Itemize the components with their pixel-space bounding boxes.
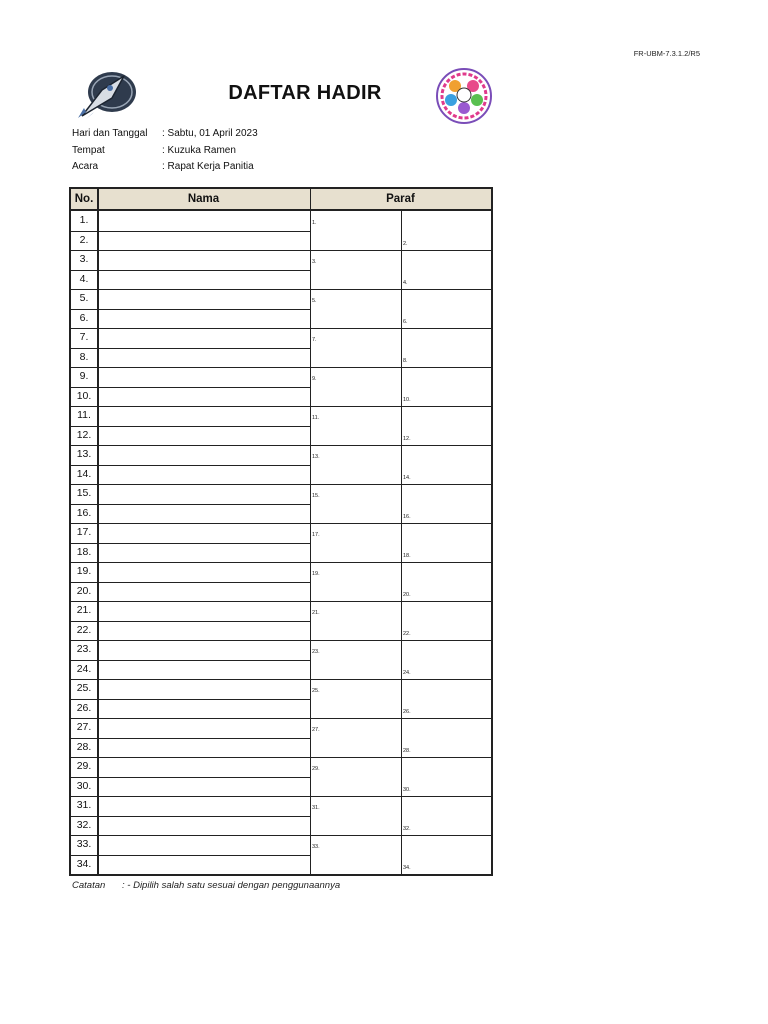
row-divider bbox=[71, 348, 310, 349]
info-label: Tempat bbox=[72, 144, 105, 156]
row-number: 27. bbox=[76, 721, 92, 733]
row-number: 34. bbox=[76, 857, 92, 870]
paraf-number: 26. bbox=[403, 708, 411, 715]
paraf-number: 10. bbox=[403, 396, 411, 403]
paraf-number: 34. bbox=[403, 864, 411, 871]
paraf-number: 28. bbox=[403, 747, 411, 754]
info-value: : Kuzuka Ramen bbox=[162, 144, 236, 156]
row-divider bbox=[71, 543, 310, 544]
paraf-number: 22. bbox=[403, 630, 411, 637]
row-divider bbox=[71, 231, 310, 232]
row-divider bbox=[71, 445, 491, 446]
event-info bbox=[72, 126, 258, 176]
paraf-number: 6. bbox=[403, 318, 408, 325]
paraf-number: 7. bbox=[312, 337, 317, 343]
paraf-number: 33. bbox=[312, 844, 320, 850]
header-nama: Nama bbox=[187, 193, 220, 205]
paraf-number: 8. bbox=[403, 357, 408, 364]
row-divider bbox=[71, 796, 491, 797]
row-divider bbox=[71, 309, 310, 310]
row-divider bbox=[71, 289, 491, 290]
row-divider bbox=[71, 406, 491, 407]
paraf-number: 27. bbox=[312, 727, 320, 733]
row-divider bbox=[71, 484, 491, 485]
page-title: DAFTAR HADIR bbox=[228, 82, 382, 104]
paraf-number: 30. bbox=[403, 786, 411, 793]
row-divider bbox=[71, 328, 491, 329]
row-divider bbox=[71, 270, 310, 271]
paraf-number: 32. bbox=[403, 825, 411, 832]
row-number: 8. bbox=[79, 350, 89, 363]
row-number: 11. bbox=[77, 409, 91, 421]
column-divider-paraf bbox=[401, 211, 402, 874]
row-divider bbox=[71, 718, 491, 719]
row-number: 19. bbox=[76, 565, 92, 577]
row-number: 7. bbox=[79, 331, 89, 343]
row-number: 16. bbox=[76, 506, 92, 519]
row-divider bbox=[71, 757, 491, 758]
row-number: 28. bbox=[76, 740, 92, 753]
row-divider bbox=[71, 855, 310, 856]
attendance-table bbox=[69, 187, 493, 876]
row-divider bbox=[71, 367, 491, 368]
row-number: 22. bbox=[76, 623, 92, 636]
paraf-number: 15. bbox=[312, 493, 320, 499]
row-divider bbox=[71, 504, 310, 505]
paraf-number: 29. bbox=[312, 766, 320, 772]
info-value: : Rapat Kerja Panitia bbox=[162, 161, 254, 172]
row-number: 32. bbox=[76, 818, 92, 831]
row-divider bbox=[71, 777, 310, 778]
row-number: 25. bbox=[76, 682, 92, 694]
paraf-number: 16. bbox=[403, 513, 411, 520]
row-number: 12. bbox=[76, 428, 92, 441]
paraf-number: 23. bbox=[312, 649, 320, 655]
paraf-number: 20. bbox=[403, 591, 411, 598]
info-label: Acara bbox=[72, 161, 99, 172]
row-divider bbox=[71, 582, 310, 583]
header-no: No. bbox=[74, 193, 94, 205]
row-number: 29. bbox=[76, 760, 92, 772]
row-divider bbox=[71, 738, 310, 739]
note-text: : - Dipilih salah satu sesuai dengan penggunaannya bbox=[122, 880, 341, 891]
header-paraf: Paraf bbox=[386, 193, 415, 205]
paraf-number: 13. bbox=[312, 454, 320, 460]
info-row-event bbox=[72, 159, 258, 176]
paraf-number: 9. bbox=[312, 376, 317, 382]
row-divider bbox=[71, 562, 491, 563]
colorful-circle-emblem-icon bbox=[435, 68, 493, 124]
footnote bbox=[72, 880, 340, 891]
row-divider bbox=[71, 660, 310, 661]
row-number: 9. bbox=[79, 370, 89, 382]
info-row-date bbox=[72, 126, 258, 143]
row-number: 4. bbox=[79, 272, 89, 285]
row-number: 24. bbox=[76, 662, 92, 675]
paraf-number: 2. bbox=[403, 240, 408, 247]
row-number: 21. bbox=[76, 604, 92, 616]
paraf-number: 12. bbox=[403, 435, 411, 442]
row-divider bbox=[71, 835, 491, 836]
info-row-place bbox=[72, 143, 258, 160]
row-divider bbox=[71, 426, 310, 427]
paraf-number: 17. bbox=[312, 532, 320, 538]
row-number: 15. bbox=[76, 487, 92, 499]
row-divider bbox=[71, 250, 491, 251]
row-number: 5. bbox=[79, 292, 89, 304]
paraf-number: 14. bbox=[403, 474, 411, 481]
paraf-number: 18. bbox=[403, 552, 411, 559]
row-number: 30. bbox=[76, 779, 92, 792]
table-header bbox=[71, 189, 491, 211]
row-divider bbox=[71, 465, 310, 466]
row-number: 6. bbox=[79, 311, 89, 324]
row-divider bbox=[71, 816, 310, 817]
paraf-number: 4. bbox=[403, 279, 408, 286]
row-number: 18. bbox=[76, 545, 92, 558]
paraf-number: 11. bbox=[312, 415, 320, 421]
info-label: Hari dan Tanggal bbox=[72, 128, 148, 139]
row-divider bbox=[71, 621, 310, 622]
paraf-number: 25. bbox=[312, 688, 320, 694]
paraf-number: 5. bbox=[312, 298, 317, 304]
paraf-number: 24. bbox=[403, 669, 411, 676]
row-number: 3. bbox=[79, 253, 89, 265]
info-value: : Sabtu, 01 April 2023 bbox=[162, 128, 258, 139]
row-divider bbox=[71, 679, 491, 680]
column-divider-no bbox=[97, 189, 99, 874]
paraf-number: 19. bbox=[312, 571, 320, 577]
row-number: 26. bbox=[76, 701, 92, 714]
row-divider bbox=[71, 523, 491, 524]
row-number: 1. bbox=[79, 214, 89, 226]
column-divider-nama bbox=[310, 189, 311, 874]
row-number: 23. bbox=[76, 643, 92, 655]
row-number: 20. bbox=[76, 584, 92, 597]
row-number: 17. bbox=[76, 526, 92, 538]
paraf-number: 3. bbox=[312, 259, 317, 265]
row-divider bbox=[71, 387, 310, 388]
row-number: 14. bbox=[76, 467, 92, 480]
row-number: 33. bbox=[76, 838, 92, 850]
paraf-number: 21. bbox=[312, 610, 320, 616]
row-number: 2. bbox=[79, 233, 89, 246]
paraf-number: 31. bbox=[312, 805, 320, 811]
row-number: 13. bbox=[76, 448, 92, 460]
row-divider bbox=[71, 640, 491, 641]
note-label: Catatan bbox=[72, 880, 106, 891]
row-number: 10. bbox=[76, 389, 92, 402]
row-divider bbox=[71, 699, 310, 700]
row-number: 31. bbox=[76, 799, 92, 811]
row-divider bbox=[71, 601, 491, 602]
rocket-emblem-icon bbox=[72, 68, 140, 120]
document-code: FR-UBM-7.3.1.2/R5 bbox=[633, 49, 700, 58]
paraf-number: 1. bbox=[312, 220, 317, 226]
